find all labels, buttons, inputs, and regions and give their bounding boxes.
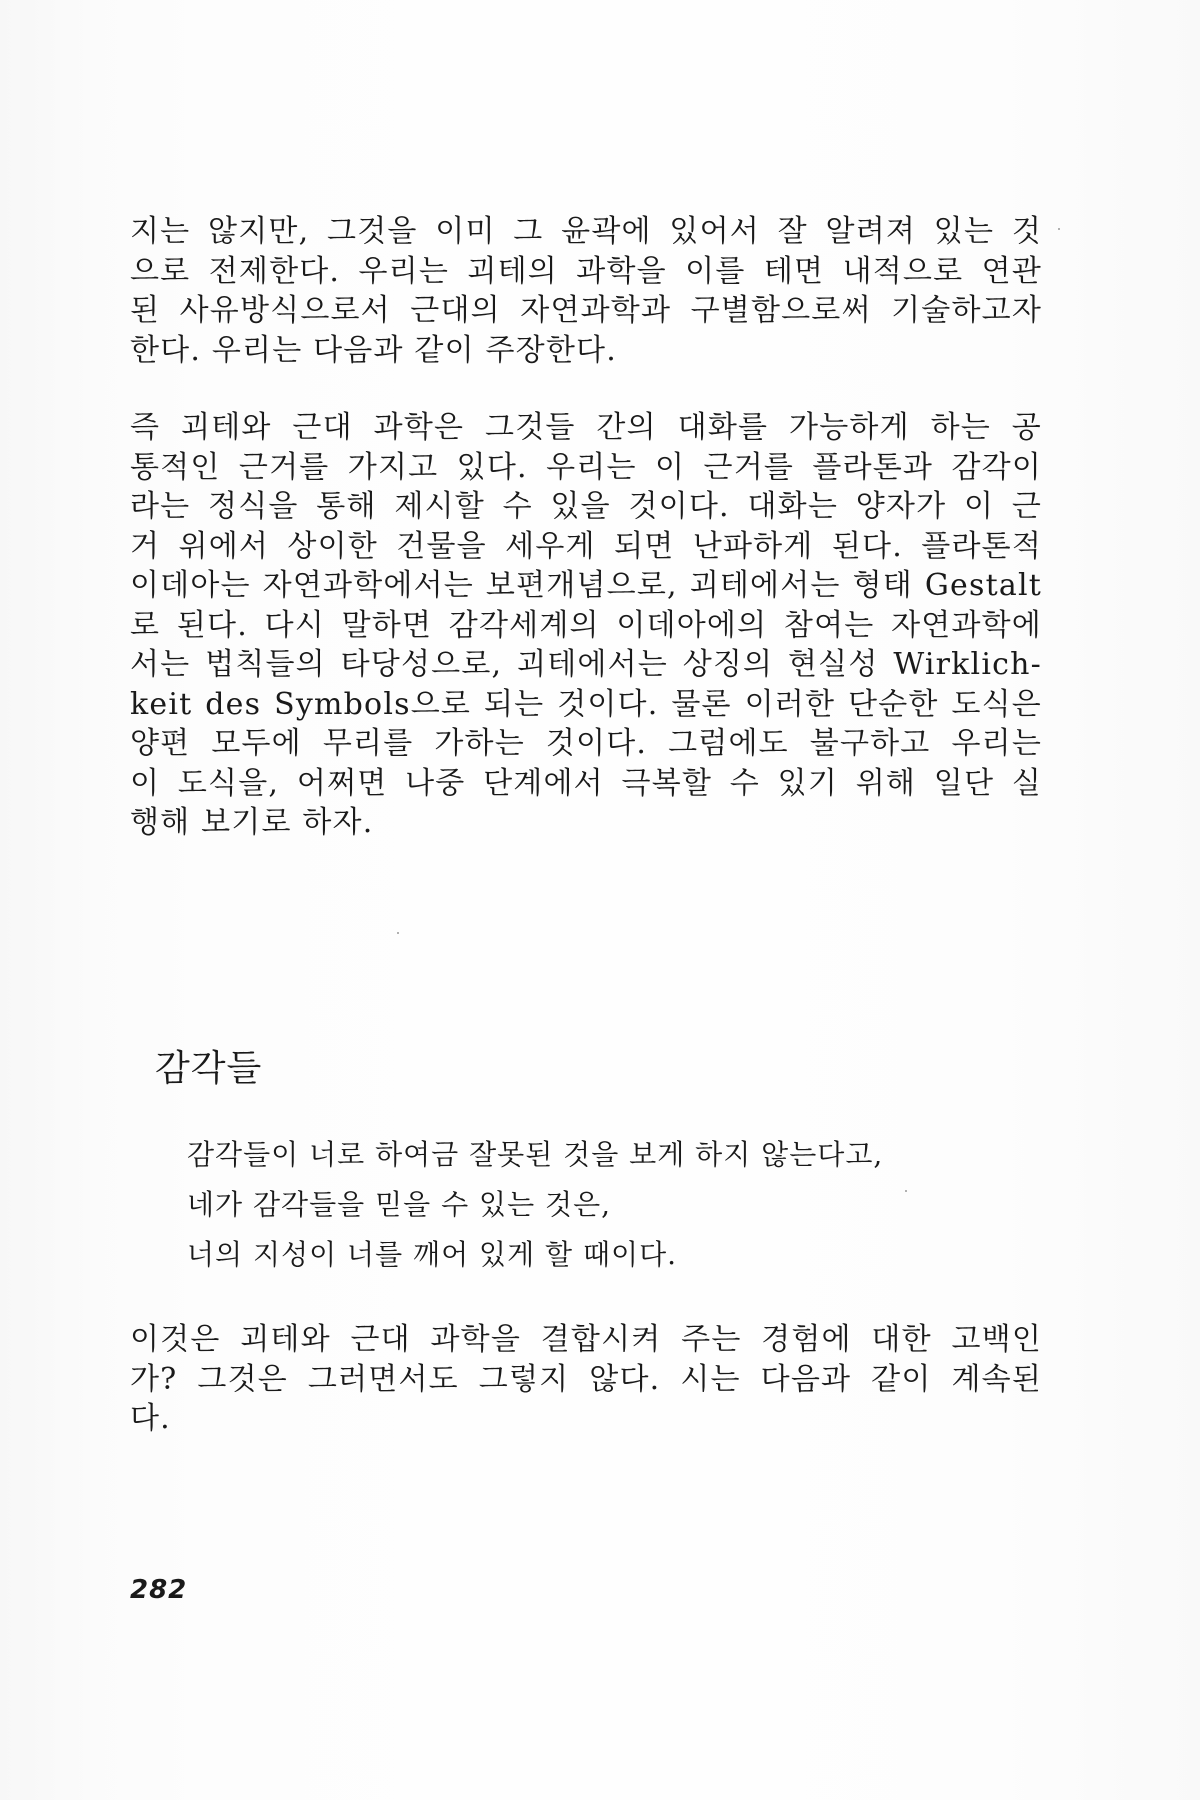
poem-quote (187, 1130, 883, 1280)
text-line: 양편 모두에 무리를 가하는 것이다. 그럼에도 불구하고 우리는 (130, 726, 1042, 761)
text-line: 된 사유방식으로서 근대의 자연과학과 구별함으로써 기술하고자 (130, 293, 1042, 328)
text-line: 이것은 괴테와 근대 과학을 결합시켜 주는 경험에 대한 고백인 (130, 1322, 1042, 1357)
text-line: 으로 전제한다. 우리는 괴테의 과학을 이를 테면 내적으로 연관 (130, 253, 1042, 289)
section-heading: 감각들 (155, 1048, 263, 1089)
text-line: 로 된다. 다시 말하면 감각세계의 이데아에의 참여는 자연과학에 (130, 607, 1042, 643)
text-line: 이 도식을, 어쩌면 나중 단계에서 극복할 수 있기 위해 일단 실 (130, 765, 1042, 801)
text-line: 행해 보기로 하자. (130, 805, 374, 840)
text-line: 거 위에서 상이한 건물을 세우게 되면 난파하게 된다. 플라톤적 (130, 528, 1042, 564)
paragraph-2 (130, 408, 1042, 843)
poem-line: 너의 지성이 너를 깨어 있게 할 때이다. (187, 1238, 678, 1271)
scan-speck (905, 1190, 907, 1192)
text-line: 가? 그것은 그러면서도 그렇지 않다. 시는 다음과 같이 계속된 (130, 1361, 1042, 1397)
poem-line: 감각들이 너로 하여금 잘못된 것을 보게 하지 않는다고, (187, 1138, 884, 1171)
poem-line: 네가 감각들을 믿을 수 있는 것은, (187, 1188, 612, 1221)
text-line: 라는 정식을 통해 제시할 수 있을 것이다. 대화는 양자가 이 근 (130, 489, 1042, 524)
text-line: 통적인 근거를 가지고 있다. 우리는 이 근거를 플라톤과 감각이 (130, 449, 1042, 485)
text-line: 서는 법칙들의 타당성으로, 괴테에서는 상징의 현실성 Wirklich- (130, 647, 1042, 682)
text-line: 이데아는 자연과학에서는 보편개념으로, 괴테에서는 형태 Gestalt (130, 568, 1042, 603)
text-line: 즉 괴테와 근대 과학은 그것들 간의 대화를 가능하게 하는 공 (130, 410, 1042, 445)
page-number: 282 (130, 1575, 188, 1605)
scan-speck (397, 932, 399, 934)
paragraph-3 (130, 1320, 1042, 1439)
paragraph-1 (130, 212, 1042, 370)
text-line: 한다. 우리는 다음과 같이 주장한다. (130, 332, 617, 368)
text-line: keit des Symbols으로 되는 것이다. 물론 이러한 단순한 도식은 (130, 686, 1042, 722)
scan-speck (1058, 228, 1060, 230)
text-line: 다. (130, 1401, 171, 1436)
text-line: 지는 않지만, 그것을 이미 그 윤곽에 있어서 잘 알려져 있는 것 (130, 214, 1042, 249)
